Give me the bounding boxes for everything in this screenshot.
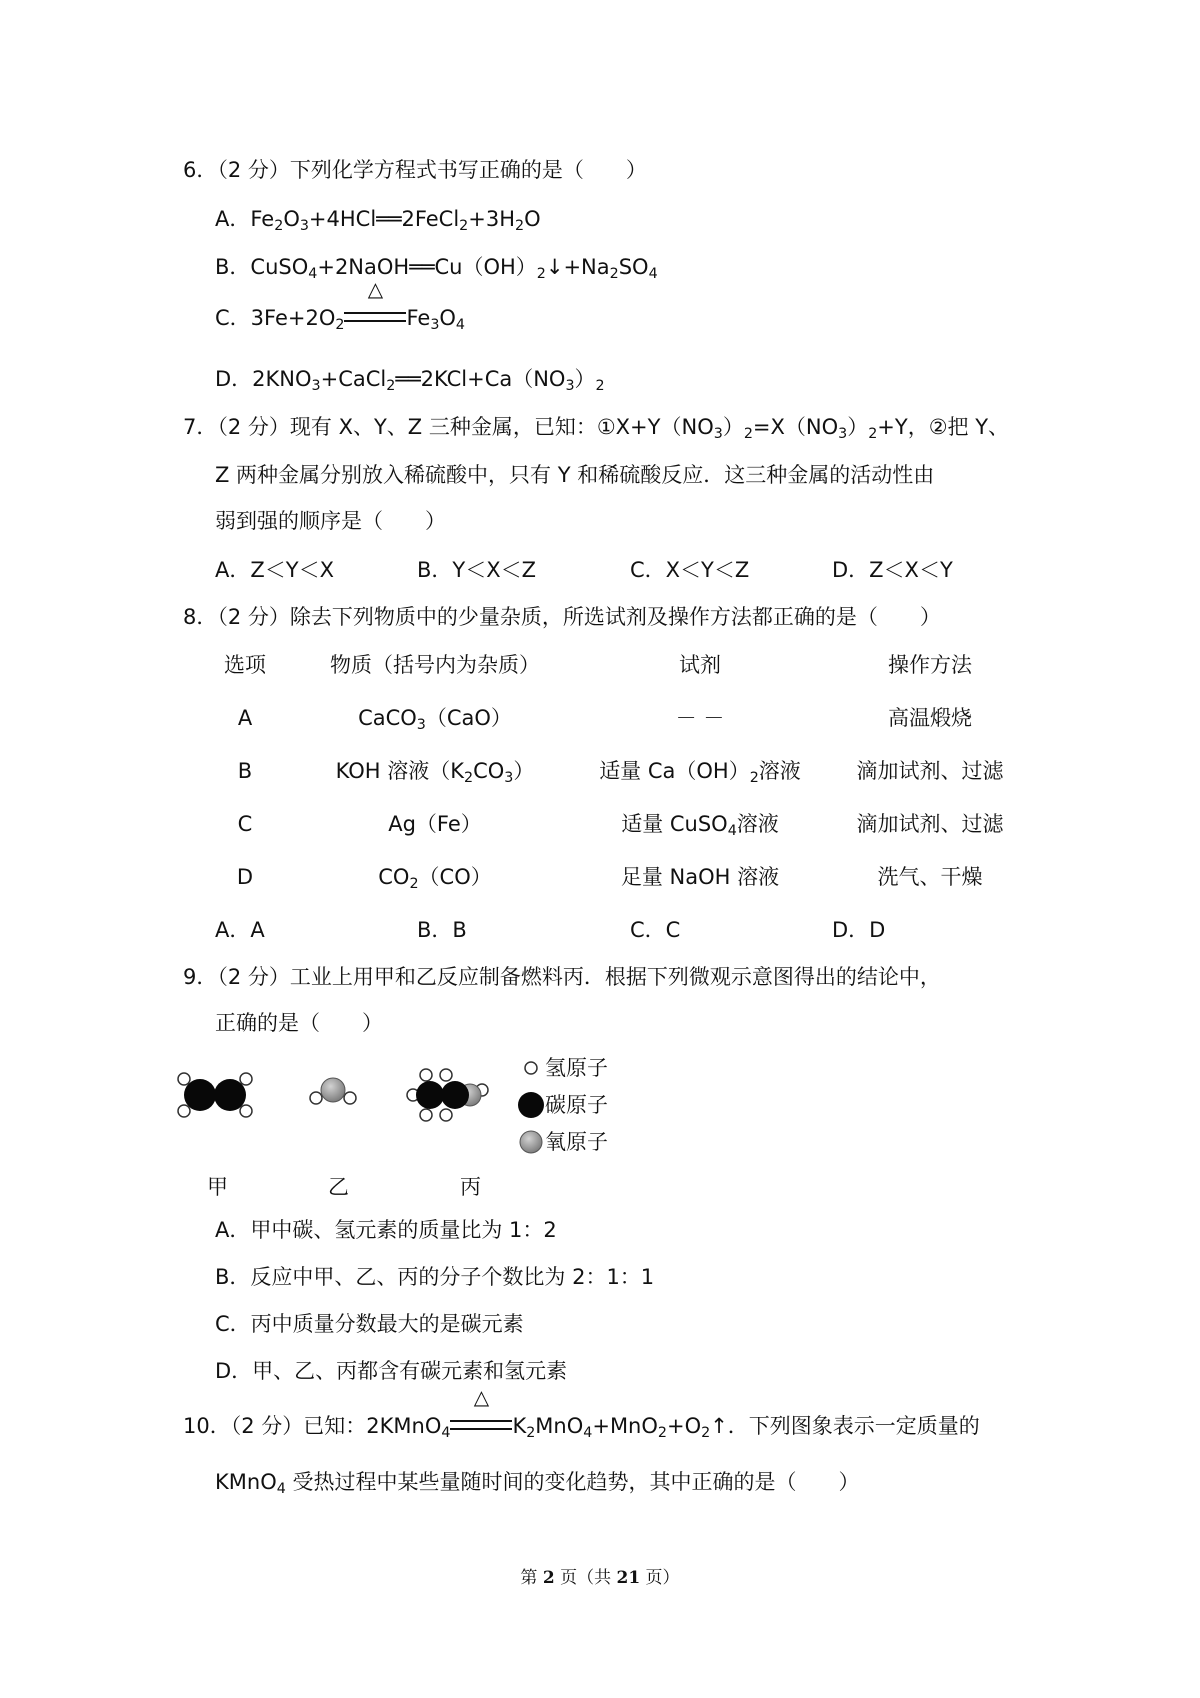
row-reagent: 适量 $Ca(OH)_2$溶液 <box>599 759 801 786</box>
legend-oxygen-label: 氧原子 <box>545 1130 608 1154</box>
hydrogen-atom-icon <box>525 1062 537 1074</box>
legend-carbon-label: 碳原子 <box>545 1093 608 1117</box>
page-footer: 第 2 页（共 21 页） <box>520 1568 680 1588</box>
q9-line1: 9．（2 分）工业上用甲和乙反应制备燃料丙．根据下列微观示意图得出的结论中， <box>183 965 941 989</box>
q8-header-reagent: 试剂 <box>679 653 721 677</box>
q6-option-c: C．$3Fe+2O_2$ △ $Fe_3O_4$ <box>215 277 465 333</box>
row-method: 滴加试剂、过滤 <box>856 812 1004 836</box>
molecule-bing <box>407 1069 488 1121</box>
q7-line1: 7．（2 分）现有 X、Y、Z 三种金属，已知：$①X+Y(NO_3)_2=X(NO_3)_2+Y$，②把 Y、 <box>183 415 1010 442</box>
q9-option-a: A．甲中碳、氢元素的质量比为 1：2 <box>215 1218 557 1242</box>
equals-bar <box>450 1420 512 1430</box>
row-option: D <box>236 865 254 889</box>
carbon-atom-icon <box>518 1092 544 1118</box>
atom-legend <box>518 1062 544 1153</box>
q7-option-c: C．X＜Y＜Z <box>630 558 750 582</box>
molecule-yi <box>310 1078 356 1104</box>
page-total: 21 <box>616 1568 641 1588</box>
q6-option-a: A．$Fe_2O_3+4HCl══2FeCl_2+3H_2O$ <box>215 207 541 234</box>
row-substance: $CO_2(CO)$ <box>378 865 492 892</box>
page-number: 2 <box>542 1568 555 1588</box>
row-reagent: － － <box>675 706 725 730</box>
q7-line3: 弱到强的顺序是（ ） <box>215 509 446 533</box>
q7-option-b: B．Y＜X＜Z <box>417 558 537 582</box>
row-method: 洗气、干燥 <box>877 865 983 889</box>
legend-hydrogen-label: 氢原子 <box>545 1056 608 1080</box>
heat-condition <box>450 1385 512 1441</box>
molecule-label-yi: 乙 <box>328 1175 349 1199</box>
molecule-jia <box>178 1073 252 1117</box>
row-option: B <box>237 759 253 783</box>
q9-option-d: D．甲、乙、丙都含有碳元素和氢元素 <box>215 1359 568 1383</box>
row-option: C <box>237 812 253 836</box>
q8-header-method: 操作方法 <box>888 653 972 677</box>
q8-option-a: A．A <box>215 918 265 942</box>
row-method: 高温煅烧 <box>888 706 972 730</box>
q8-option-c: C．C <box>630 918 681 942</box>
row-substance: KOH 溶液$(K_2CO_3)$ <box>335 759 535 786</box>
heat-condition <box>344 277 406 333</box>
molecule-label-jia: 甲 <box>207 1175 228 1199</box>
q6-option-b: B．$CuSO_4+2NaOH══Cu(OH)_2↓+Na_2SO_4$ <box>215 255 658 282</box>
molecule-diagram <box>170 1040 690 1200</box>
row-substance: CaCO$_3$（CaO） <box>358 706 512 733</box>
q9-option-c: C．丙中质量分数最大的是碳元素 <box>215 1312 524 1336</box>
heating-triangle-icon: △ <box>367 277 384 301</box>
q6-stem: 6．（2 分）下列化学方程式书写正确的是（ ） <box>183 158 647 182</box>
row-reagent: 适量 CuSO$_4$溶液 <box>621 812 779 839</box>
row-substance: Ag（Fe） <box>388 812 482 836</box>
q6-option-d: D．$2KNO_3+CaCl_2══2KCl+Ca(NO_3)_2$ <box>215 367 605 394</box>
molecule-label-bing: 丙 <box>460 1175 481 1199</box>
q8-option-d: D．D <box>832 918 886 942</box>
oxygen-atom-icon <box>520 1131 542 1153</box>
q8-header-option: 选项 <box>224 653 266 677</box>
q9-line2: 正确的是（ ） <box>215 1011 383 1035</box>
q7-line2: Z 两种金属分别放入稀硫酸中，只有 Y 和稀硫酸反应．这三种金属的活动性由 <box>215 463 935 487</box>
row-method: 滴加试剂、过滤 <box>856 759 1004 783</box>
q7-option-a: A．Z＜Y＜X <box>215 558 334 582</box>
equals-bar <box>344 312 406 322</box>
q9-option-b: B．反应中甲、乙、丙的分子个数比为 2：1：1 <box>215 1265 655 1289</box>
heating-triangle-icon: △ <box>473 1385 490 1409</box>
q8-header-substance: 物质（括号内为杂质） <box>330 653 540 677</box>
q8-stem: 8．（2 分）除去下列物质中的少量杂质，所选试剂及操作方法都正确的是（ ） <box>183 605 941 629</box>
q10-line2: KMnO$_4$ 受热过程中某些量随时间的变化趋势，其中正确的是（ ） <box>215 1470 860 1497</box>
row-reagent: 足量 NaOH 溶液 <box>620 865 780 889</box>
q7-option-d: D．Z＜X＜Y <box>832 558 953 582</box>
q8-option-b: B．B <box>417 918 467 942</box>
q10-line1: 10．（2 分）已知：2KMnO$_4$ △ $K_2MnO_4+MnO_2+O_2↑$．下列图象表示一定质量的 <box>183 1385 980 1441</box>
row-option: A <box>237 706 253 730</box>
